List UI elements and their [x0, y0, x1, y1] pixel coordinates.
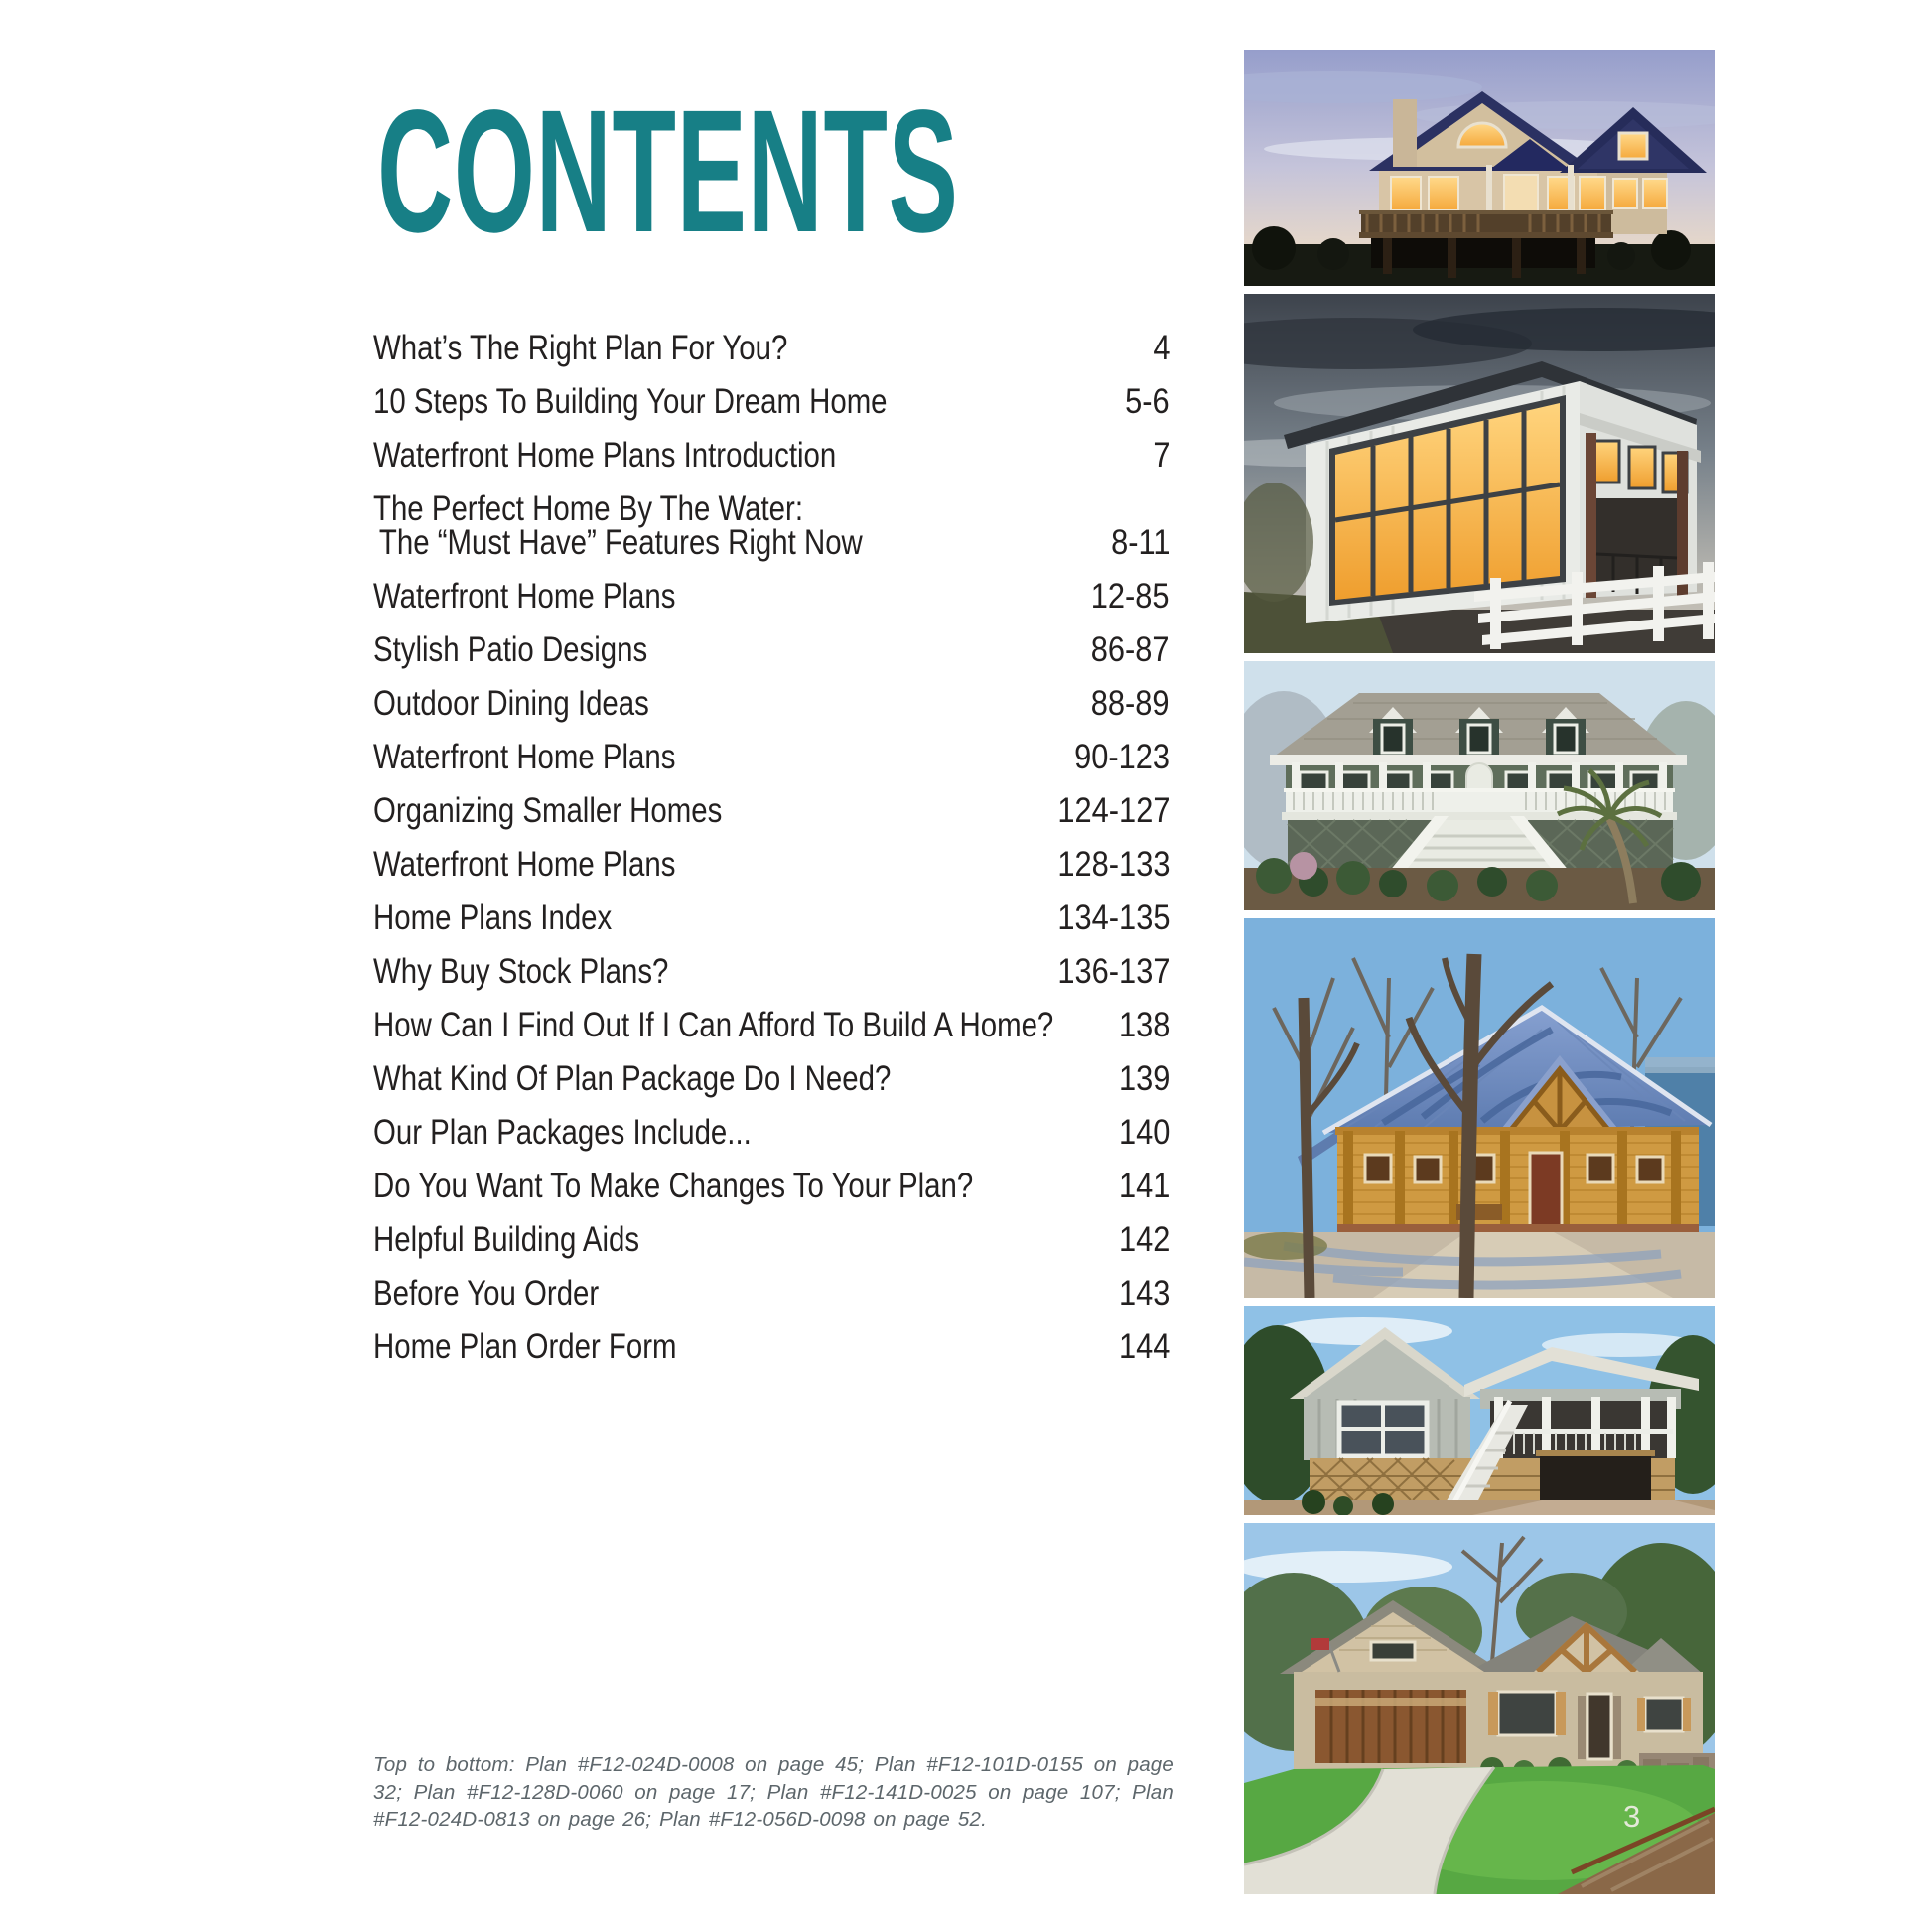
toc-entry-label: Home Plans Index	[373, 898, 613, 937]
toc-entry	[373, 892, 1170, 945]
toc-entry	[373, 838, 1170, 892]
dusk-house-illustration	[1244, 50, 1715, 286]
toc-entry	[373, 1267, 1170, 1320]
porch-house-illustration	[1244, 661, 1715, 910]
toc-entry-pages: 138	[1118, 1006, 1170, 1044]
toc-entry-label-line1: The Perfect Home By The Water:	[373, 489, 803, 528]
toc-entry	[373, 1320, 1170, 1374]
toc-entry-label: Waterfront Home Plans	[373, 577, 676, 616]
toc-entry	[373, 483, 1170, 570]
toc-entry-label: Home Plan Order Form	[373, 1327, 677, 1366]
toc-entry	[373, 322, 1170, 375]
toc-entry-pages: 139	[1118, 1059, 1170, 1098]
toc-entry	[373, 999, 1170, 1052]
toc-entry-pages: 4	[1152, 329, 1170, 367]
toc-entry-label: Helpful Building Aids	[373, 1220, 640, 1259]
photo-column	[1244, 50, 1715, 1902]
toc-entry-pages: 12-85	[1091, 577, 1170, 616]
toc-entry-pages: 7	[1152, 436, 1170, 475]
toc-entry-label: Waterfront Home Plans	[373, 738, 676, 776]
toc-entry	[373, 1052, 1170, 1106]
toc-entry-label: What’s The Right Plan For You?	[373, 329, 788, 367]
toc-entry	[373, 677, 1170, 731]
toc-entry-label: Do You Want To Make Changes To Your Plan?	[373, 1167, 974, 1205]
toc-entry-pages: 144	[1118, 1327, 1170, 1366]
page-number: 3	[1623, 1799, 1641, 1834]
toc-entry-pages: 86-87	[1091, 630, 1170, 669]
toc-entry-pages: 90-123	[1074, 738, 1170, 776]
ranch-illustration	[1244, 1523, 1715, 1894]
photo-coastal-dusk-home	[1244, 50, 1715, 286]
table-of-contents	[373, 322, 1170, 1374]
toc-entry-label-line2: The “Must Have” Features Right Now	[378, 523, 863, 562]
toc-entry-label: Waterfront Home Plans	[373, 845, 676, 884]
toc-entry-pages: 128-133	[1056, 845, 1170, 884]
toc-entry-label: Our Plan Packages Include...	[373, 1113, 752, 1152]
toc-entry-label: What Kind Of Plan Package Do I Need?	[373, 1059, 892, 1098]
toc-entry	[373, 570, 1170, 623]
raised-house-illustration	[1244, 1306, 1715, 1515]
toc-entry-label: Outdoor Dining Ideas	[373, 684, 649, 723]
toc-entry-pages: 140	[1118, 1113, 1170, 1152]
toc-entry	[373, 1106, 1170, 1160]
toc-entry	[373, 429, 1170, 483]
toc-entry-pages: 143	[1118, 1274, 1170, 1312]
toc-entry-pages: 5-6	[1125, 382, 1170, 421]
toc-entry	[373, 1160, 1170, 1213]
toc-entry-pages: 88-89	[1091, 684, 1170, 723]
toc-entry	[373, 1213, 1170, 1267]
cabin-illustration	[1244, 918, 1715, 1298]
toc-entry-label: Stylish Patio Designs	[373, 630, 648, 669]
toc-entry	[373, 375, 1170, 429]
toc-entry-label: Organizing Smaller Homes	[373, 791, 723, 830]
toc-entry-label: 10 Steps To Building Your Dream Home	[373, 382, 888, 421]
toc-entry-label-lines	[373, 489, 1103, 562]
toc-entry-label: How Can I Find Out If I Can Afford To Build A Home?	[373, 1006, 1054, 1044]
toc-entry-label: Before You Order	[373, 1274, 600, 1312]
toc-entry	[373, 623, 1170, 677]
toc-entry-pages: 124-127	[1056, 791, 1170, 830]
toc-entry-label: Waterfront Home Plans Introduction	[373, 436, 837, 475]
toc-entry-label: Why Buy Stock Plans?	[373, 952, 669, 991]
page-title: CONTENTS	[377, 74, 959, 269]
photo-caption: Top to bottom: Plan #F12-024D-0008 on page 45; Plan #F12-101D-0155 on page 32; Plan #F12-128D-0060 on page 17; Plan #F12-141D-0025 on page 107; Plan #F12-024D-0813 on page 26; Plan #F12-056D-0098 on page 52.	[373, 1753, 1173, 1831]
toc-entry-pages: 134-135	[1056, 898, 1170, 937]
toc-entry-pages: 8-11	[1110, 523, 1170, 562]
photo-wraparound-porch-home	[1244, 661, 1715, 910]
photo-craftsman-ranch	[1244, 1523, 1715, 1894]
toc-entry	[373, 945, 1170, 999]
photo-timber-cabin	[1244, 918, 1715, 1298]
toc-entry	[373, 784, 1170, 838]
toc-entry-pages: 141	[1118, 1167, 1170, 1205]
toc-entry	[373, 731, 1170, 784]
toc-entry-pages: 136-137	[1056, 952, 1170, 991]
photo-raised-craftsman-home	[1244, 1306, 1715, 1515]
photo-modern-farmhouse	[1244, 294, 1715, 653]
toc-entry-pages: 142	[1118, 1220, 1170, 1259]
farmhouse-illustration	[1244, 294, 1715, 653]
